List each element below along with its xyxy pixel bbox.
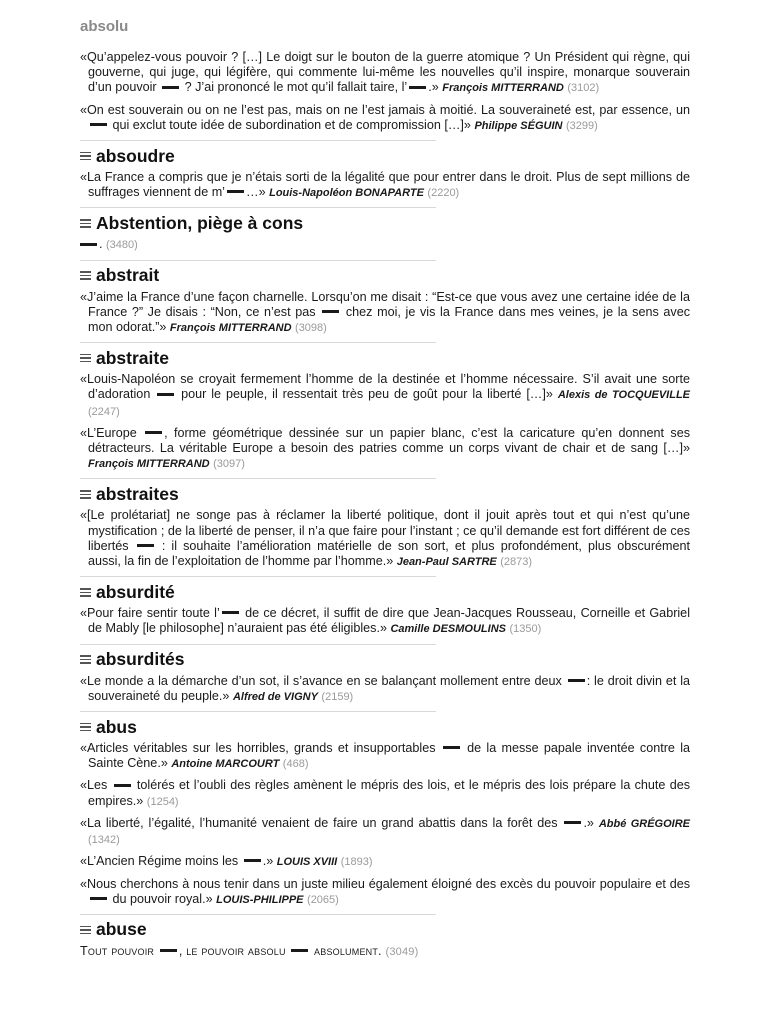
- entry-word: abuse: [96, 919, 147, 940]
- quote-author: LOUIS XVIII: [276, 856, 338, 869]
- quote-ref: (2065): [307, 893, 339, 906]
- running-head: absolu: [80, 18, 129, 35]
- quote-ref: (3102): [567, 82, 600, 95]
- entry-word: absurdités: [96, 649, 185, 670]
- entry-word: absurdité: [96, 581, 175, 602]
- quote: «Louis-Napoléon se croyait fermement l’homme de la destinée et l’homme nécessaire. S’il avait une sorte d’adoration pour le peuple, il ressentait très peu de goût pour la liberté […]» Alexis de TOCQUEVILLE (2247): [80, 372, 691, 418]
- quote-author: François MITTERRAND: [442, 82, 564, 95]
- quote: . (3480): [80, 237, 690, 253]
- headword-dash: [160, 949, 177, 952]
- headword-dash: [564, 821, 581, 824]
- headword-dash: [90, 897, 107, 900]
- quote-author: Alexis de TOCQUEVILLE: [557, 389, 691, 402]
- quote-ref: (3049): [385, 945, 419, 958]
- entry-heading: [80, 483, 436, 505]
- quote: «Articles véritables sur les horribles, grands et insupportables de la messe papale inventée contre la Sainte Cène.» Antoine MARCOURT (468): [80, 741, 691, 771]
- quote-ref: (3480): [106, 239, 138, 252]
- headword-dash: [80, 243, 97, 246]
- quote-ref: (1893): [340, 856, 373, 869]
- headword-dash: [409, 86, 426, 89]
- headword-dash: [90, 123, 107, 126]
- quote-author: Alfred de VIGNY: [232, 690, 318, 703]
- quote: «L’Europe , forme géométrique dessinée sur un papier blanc, c’est la caricature qu’en donnent ses détracteurs. La véritable Europe a besoin des patries comme un corps vivant de chair et de sang […]» François MITTERRAND (3097): [80, 425, 690, 471]
- entry-heading: [80, 581, 436, 603]
- quote-ref: (3299): [565, 119, 598, 132]
- headword-dash: [244, 859, 261, 862]
- headword-dash: [162, 86, 179, 89]
- headword-dash: [157, 393, 174, 396]
- quote-author: François MITTERRAND: [88, 458, 210, 471]
- entry-abus: [80, 711, 691, 908]
- entry-heading: [80, 145, 436, 167]
- quote-author: Louis-Napoléon BONAPARTE: [269, 187, 424, 200]
- quote-author: Antoine MARCOURT: [171, 758, 280, 771]
- entry-marker-icon: [80, 721, 91, 734]
- quote-ref: (2247): [88, 405, 120, 418]
- entry-heading: [80, 716, 436, 738]
- quote: «Le monde a la démarche d’un sot, il s’avance en se balançant mollement entre deux : le droit divin et la souveraineté du peuple.» Alfred de VIGNY (2159): [80, 673, 690, 703]
- entry-marker-icon: [80, 352, 91, 365]
- entry-word: abstraite: [96, 347, 169, 368]
- quote-author: Camille DESMOULINS: [390, 623, 506, 636]
- quote: «Pour faire sentir toute l’ de ce décret, il suffit de dire que Jean-Jacques Rousseau, Corneille et Gabriel de Mably [le philosophe] n’auraient pas été éligibles.» Camille DESMOULINS (1350): [80, 606, 690, 636]
- entry-heading: [80, 649, 436, 671]
- quote-ref: (1350): [509, 623, 542, 636]
- entry-marker-icon: [80, 269, 91, 282]
- headword-dash: [443, 746, 460, 749]
- quote: «L’Ancien Régime moins les .» LOUIS XVIII (1893): [80, 854, 373, 869]
- entry-abstention: [80, 207, 436, 253]
- quote: «Qu’appelez-vous pouvoir ? […] Le doigt sur le bouton de la guerre atomique ? Un Président qui règne, qui gouverne, qui juge, qui légifère, qui commente lui-même les nouvelles qu’il inspire, monarque souverain d’un pouvoir ? J’ai prononcé le mot qu’il fallait taire, l’ .» François MITTERRAND (3102): [80, 50, 690, 95]
- quote: Tout pouvoir , le pouvoir absolu absolument. (3049): [80, 943, 419, 958]
- quote-ref: (2159): [321, 690, 354, 703]
- entry-marker-icon: [80, 150, 91, 163]
- entry-word: abus: [96, 716, 137, 737]
- entry-heading: [80, 347, 436, 369]
- entry-heading: [80, 212, 436, 234]
- headword-dash: [137, 544, 154, 547]
- quote-ref: (2873): [500, 556, 533, 569]
- quote: «J’aime la France d’une façon charnelle. Lorsqu’on me disait : “Est-ce que vous avez une certaine idée de la France ?” Je disais : “Non, ce n’est pas chez moi, je vis la France dans mes veines, je la sens avec mon odorat.”» François MITTERRAND (3098): [80, 289, 691, 335]
- headword-dash: [568, 679, 585, 682]
- entry-word: absoudre: [96, 145, 175, 166]
- entry-absurdite: [80, 576, 690, 637]
- entry-heading: [80, 265, 436, 287]
- quote-author: Abbé GRÉGOIRE: [598, 817, 691, 830]
- quote-author: Jean-Paul SARTRE: [396, 556, 497, 569]
- quote-ref: (3098): [295, 322, 327, 335]
- dictionary-page: [80, 18, 690, 966]
- quote-author: Philippe SÉGUIN: [474, 119, 563, 132]
- headword-dash: [114, 784, 131, 787]
- headword-dash: [145, 431, 162, 434]
- entry-marker-icon: [80, 924, 91, 937]
- quote-author: LOUIS-PHILIPPE: [216, 893, 304, 906]
- quote-ref: (1254): [146, 795, 179, 808]
- quote-author: François MITTERRAND: [169, 322, 292, 335]
- quote: «On est souverain ou on ne l’est pas, mais on ne l’est jamais à moitié. La souveraineté est, par essence, un qui exclut toute idée de subordination et de compromission […]» Philippe SÉGUIN (3299): [80, 102, 690, 132]
- entry-abuse: [80, 914, 436, 960]
- entry-absoudre: [80, 140, 690, 201]
- headword-dash: [222, 611, 239, 614]
- entry-abstrait: [80, 260, 691, 337]
- entry-abstraite: [80, 342, 691, 472]
- headword-dash: [322, 310, 339, 313]
- entry-word: Abstention, piège à cons: [96, 212, 304, 233]
- entry-marker-icon: [80, 586, 91, 599]
- headword-dash: [291, 949, 308, 952]
- quote: «La France a compris que je n’étais sorti de la légalité que pour entrer dans le droit. Plus de sept millions de suffrages viennent de m’ …» Louis-Napoléon BONAPARTE (2220): [80, 170, 690, 200]
- quote: «Nous cherchons à nous tenir dans un juste milieu également éloigné des excès du pouvoir populaire et des du pouvoir royal.» LOUIS-PHILIPPE (2065): [80, 876, 690, 906]
- entry-abstraites: [80, 478, 691, 570]
- quote-ref: (1342): [88, 834, 120, 847]
- entry-absurdites: [80, 644, 690, 705]
- entry-word: abstrait: [96, 265, 160, 286]
- quote-ref: (2220): [427, 187, 460, 200]
- entry-heading: [80, 919, 436, 941]
- quote-ref: (3097): [213, 458, 245, 471]
- entry-marker-icon: [80, 488, 91, 501]
- entry-marker-icon: [80, 653, 91, 666]
- headword-dash: [227, 190, 244, 193]
- quote: «Les tolérés et l’oubli des règles amènent le mépris des lois, et le mépris des lois prépare la chute des empires.» (1254): [80, 778, 691, 808]
- entry-word: abstraites: [96, 483, 179, 504]
- quote: «[Le prolétariat] ne songe pas à réclamer la liberté politique, dont il jouit après tout et qui n’est qu’une mystification ; de la liberté de penser, il n’a que faire pour l’instant ; ce qu’il demande est fort différent de ces libertés : il souhaite l’amélioration matérielle de son sort, et plus profondément, plus obscurément aussi, la fin de l’exploitation de l’homme par l’homme.» Jean-Paul SARTRE (2873): [80, 508, 691, 569]
- quote: «La liberté, l’égalité, l’humanité venaient de faire un grand abattis dans la forêt des .» Abbé GRÉGOIRE (1342): [80, 815, 691, 847]
- entry-marker-icon: [80, 217, 91, 230]
- quote-ref: (468): [282, 758, 309, 771]
